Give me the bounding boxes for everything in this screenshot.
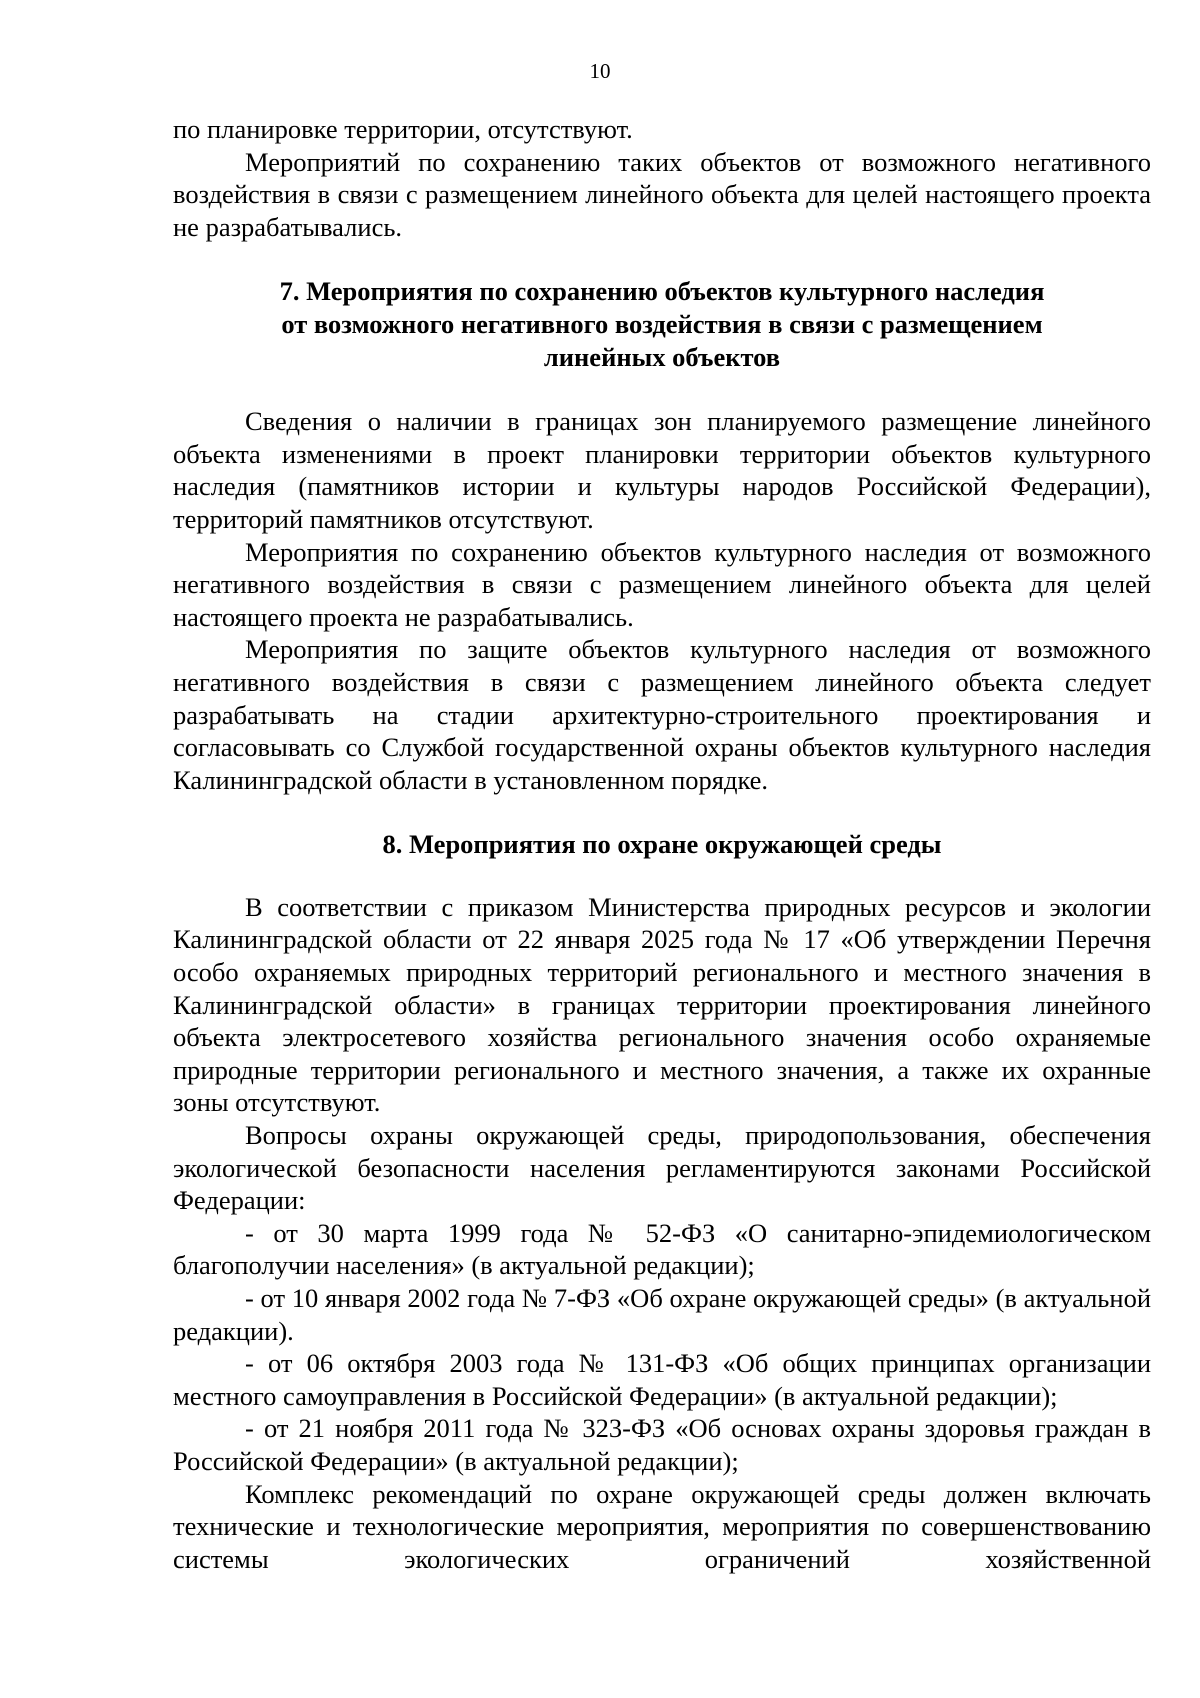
section-8-final-paragraph: Комплекс рекомендаций по охране окружающей среды должен включать технические и технологические мероприятия, мероприятия по совершенствованию системы экологических ограничений хозяйственной [173, 1478, 1151, 1574]
law-item-3: - от 06 октября 2003 года № 131-ФЗ «Об общих принципах организации местного самоуправления в Российской Федерации» (в актуальной редакции); [173, 1348, 1151, 1411]
page-number: 10 [589, 59, 611, 83]
section-7-heading-line-2: от возможного негативного воздействия в связи с размещением [281, 308, 1043, 339]
section-7-heading-line-1: 7. Мероприятия по сохранению объектов культурного наследия [279, 276, 1045, 307]
section-8-paragraph-1: В соответствии с приказом Министерства природных ресурсов и экологии Калининградской области от 22 января 2025 года № 17 «Об утверждении Перечня особо охраняемых природных территорий регионального и местного значения в Калининградской области» в границах территории проектирования линейного объекта электросетевого хозяйства регионального значения особо охраняемые природные территории регионального и местного значения, а также их охранные зоны отсутствуют. [173, 891, 1151, 1118]
section-7-paragraph-3: Мероприятия по защите объектов культурного наследия от возможного негативного воздействия в связи с размещением линейного объекта следует разрабатывать на стадии архитектурно-строительного проектирования и согласовывать со Службой государственной охраны объектов культурного наследия Калининградской области в установленном порядке. [173, 634, 1151, 795]
law-item-4: - от 21 ноября 2011 года № 323-ФЗ «Об основах охраны здоровья граждан в Российской Федерации» (в актуальной редакции); [173, 1413, 1151, 1476]
section-8-heading: 8. Мероприятия по охране окружающей среды [382, 829, 942, 860]
section-7-paragraph-1: Сведения о наличии в границах зон планируемого размещение линейного объекта изменениями в проект планировки территории объектов культурного наследия (памятников истории и культуры народов Российской Федерации), территорий памятников отсутствуют. [173, 406, 1151, 534]
section-8-paragraph-2: Вопросы охраны окружающей среды, природопользования, обеспечения экологической безопасности населения регламентируются законами Российской Федерации: [173, 1120, 1151, 1216]
law-item-1: - от 30 марта 1999 года № 52-ФЗ «О санитарно-эпидемиологическом благополучии населения» (в актуальной редакции); [173, 1217, 1151, 1281]
intro-paragraph-2: Мероприятий по сохранению таких объектов от возможного негативного воздействия в связи с размещением линейного объекта для целей настоящего проекта не разрабатывались. [173, 146, 1151, 242]
section-7-heading [173, 275, 1151, 373]
section-7-paragraph-2: Мероприятия по сохранению объектов культурного наследия от возможного негативного воздействия в связи с размещением линейного объекта для целей настоящего проекта не разрабатывались. [173, 536, 1151, 632]
section-7-heading-line-3: линейных объектов [543, 341, 781, 372]
document-body [173, 113, 1151, 1575]
law-item-2: - от 10 января 2002 года № 7-ФЗ «Об охране окружающей среды» (в актуальной редакции). [173, 1283, 1151, 1346]
intro-paragraph-1: по планировке территории, отсутствуют. [173, 114, 633, 144]
